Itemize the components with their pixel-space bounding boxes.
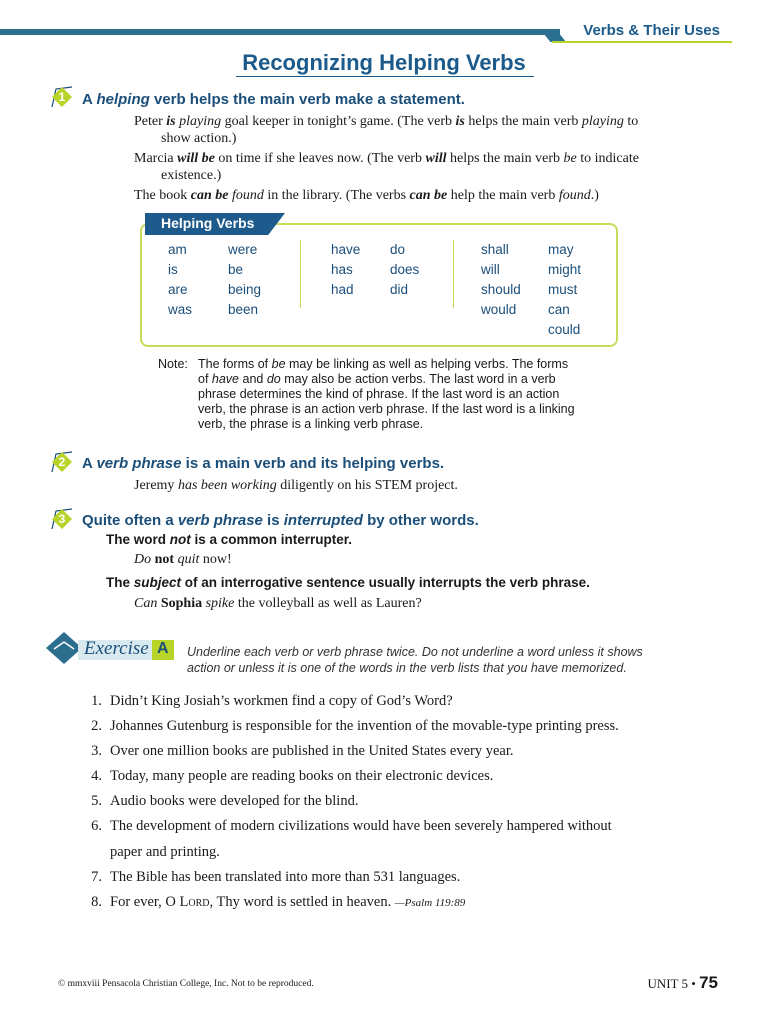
exercise-list [78,692,718,912]
rule-1-example-1: Peter is playing goal keeper in tonight’s game. (The verb is helps the main verb playing to show action.) [134,114,639,146]
rule-2-heading: A verb phrase is a main verb and its helping verbs. [82,455,445,472]
page-title: Recognizing Helping Verbs [242,50,526,75]
helping-verbs-column-4: do does did [390,242,420,297]
rule-3-heading: Quite often a verb phrase is interrupted by other words. [82,512,479,529]
header-rule [552,41,732,43]
rule-1-heading: A helping verb helps the main verb make a statement. [82,91,465,108]
number-badge-1-icon [50,85,74,109]
section-title: Verbs & Their Uses [583,22,720,39]
rule-3-example-1: Do not quit now! [134,552,232,567]
note-text: The forms of be may be linking as well as helping verbs. The forms of have and do may also be action verbs. The last word in a verb phrase determines the kind of phrase. If the last word is an action verb, the phrase is an action verb phrase. If the last word is a linking verb, the phrase is a linking verb phrase. [198,357,575,431]
exercise-item: 3. Over one million books are published in the United States every year. [91,743,514,759]
helping-verbs-column-5: shall will should would [481,242,521,317]
svg-text:3: 3 [58,512,66,526]
helping-verbs-box [140,223,618,347]
exercise-letter: A [157,640,169,657]
footer-copyright: © mmxviii Pensacola Christian College, Inc. Not to be reproduced. [58,979,314,989]
rule-3-subhead-2: The subject of an interrogative sentence usually interrupts the verb phrase. [106,575,590,590]
rule-3-subhead-1: The word not is a common interrupter. [106,532,353,547]
number-badge-2-icon [50,450,74,474]
exercise-instructions: Underline each verb or verb phrase twice. Do not underline a word unless it shows action or unless it is one of the words in the verb lists that you have memorized. [187,645,643,675]
note-label: Note: [158,357,188,371]
title-underline [236,76,534,77]
exercise-item: 1. Didn’t King Josiah’s workmen find a copy of God’s Word? [91,693,453,709]
svg-text:1: 1 [58,90,66,104]
exercise-item: 4. Today, many people are reading books on their electronic devices. [91,768,494,784]
rule-2-example: Jeremy has been working diligently on his STEM project. [134,478,458,493]
helping-verbs-divider-1 [300,240,301,308]
exercise-item: 6. The development of modern civilizations would have been severely hampered without paper and printing. [91,818,612,860]
helping-verbs-column-3: have has had [331,242,361,297]
exercise-item: 5. Audio books were developed for the blind. [91,793,359,809]
rule-1-example-3: The book can be found in the library. (The verbs can be help the main verb found.) [134,188,599,203]
helping-verbs-column-2: were be being been [228,242,262,317]
exercise-label: Exercise [84,638,149,659]
exercise-item: 2. Johannes Gutenburg is responsible for the invention of the movable-type printing press. [91,718,619,734]
header-bar [0,29,560,35]
exercise-item: 7. The Bible has been translated into more than 531 languages. [91,869,461,885]
helping-verbs-column-6: may might must can could [548,242,582,337]
exercise-item: 8. For ever, O Lord, Thy word is settled in heaven. —Psalm 119:89 [91,894,466,910]
helping-verbs-column-1: am is are was [168,242,193,317]
footer-page-number: UNIT 5 • 75 [647,973,718,992]
rule-1-example-2: Marcia will be on time if she leaves now. (The verb will helps the main verb be to indicate existence.) [134,151,639,183]
number-badge-3-icon [50,507,74,531]
helping-verbs-divider-2 [453,240,454,308]
helping-verbs-tab-label: Helping Verbs [161,215,255,231]
rule-3-example-2: Can Sophia spike the volleyball as well as Lauren? [134,596,422,611]
svg-text:2: 2 [58,455,66,469]
